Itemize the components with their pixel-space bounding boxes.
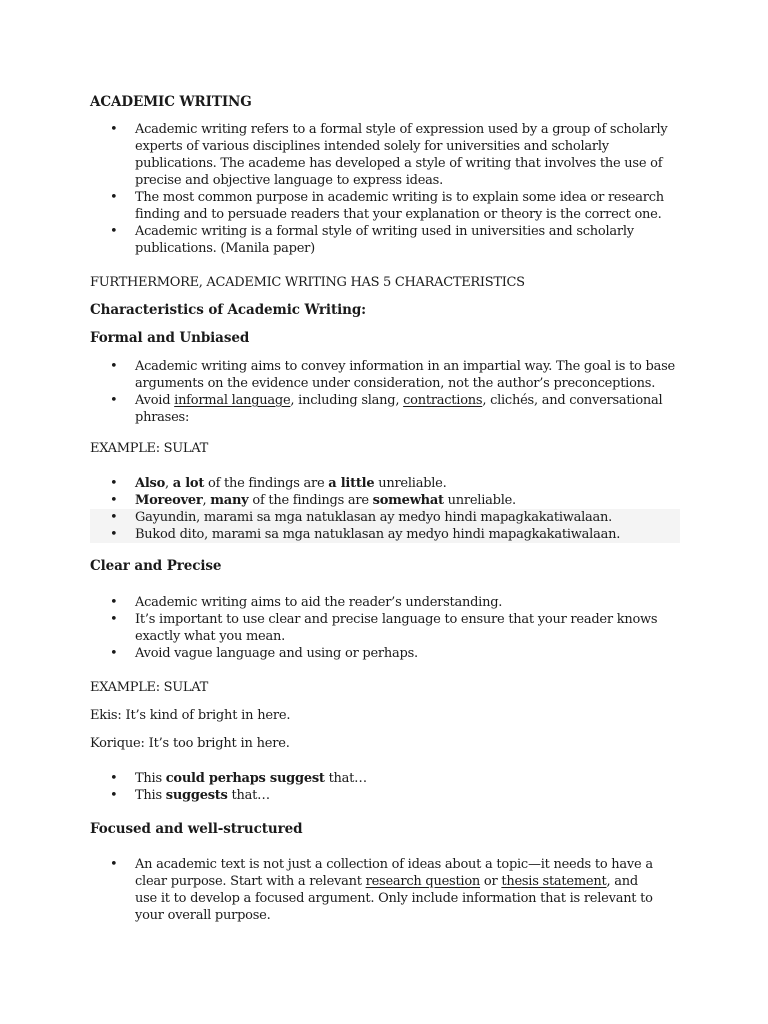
thesis-statement-link[interactable]: thesis statement bbox=[501, 874, 607, 889]
list-item-text: It’s important to use clear and precise language to ensure that your reader knows exactly what you mean. bbox=[135, 612, 658, 644]
list-item bbox=[90, 770, 690, 787]
korique-line: Korique: It’s too bright in here. bbox=[90, 736, 290, 751]
list-item bbox=[90, 856, 660, 924]
list-item-text: Academic writing refers to a formal style of expression used by a group of scholarly experts of various disciplines intended solely for universities and scholarly publications. The academe has developed a style of writing that involves the use of precise and objective language to express ideas. bbox=[135, 122, 668, 188]
formal-bullet-list bbox=[90, 358, 680, 426]
text-segment: that… bbox=[227, 788, 270, 803]
list-item bbox=[90, 645, 680, 662]
text-segment: Avoid bbox=[135, 393, 175, 408]
list-item bbox=[90, 475, 690, 492]
text-segment: of the findings are bbox=[204, 476, 329, 491]
list-item bbox=[90, 611, 680, 645]
list-item-text: Gayundin, marami sa mga natuklasan ay medyo hindi mapagkakatiwalaan. bbox=[135, 510, 613, 525]
research-question-link[interactable]: research question bbox=[365, 874, 481, 889]
bullet-icon: • bbox=[110, 527, 118, 542]
bullet-icon: • bbox=[110, 476, 118, 491]
example-label-clear: EXAMPLE: SULAT bbox=[90, 680, 209, 695]
bold-word: Also bbox=[135, 476, 166, 491]
list-item bbox=[90, 392, 680, 426]
list-item-text: Avoid vague language and using or perhaps. bbox=[135, 646, 418, 661]
furthermore-line: FURTHERMORE, ACADEMIC WRITING HAS 5 CHARACTERISTICS bbox=[90, 275, 525, 290]
bullet-icon: • bbox=[110, 224, 118, 239]
bullet-icon: • bbox=[110, 493, 118, 508]
list-item-text: The most common purpose in academic writing is to explain some idea or research finding and to persuade readers that your explanation or theory is the correct one. bbox=[135, 190, 664, 222]
bullet-icon: • bbox=[110, 393, 118, 408]
list-item bbox=[90, 121, 680, 189]
section-heading-focused: Focused and well-structured bbox=[90, 821, 303, 837]
list-item-text: Academic writing aims to convey information in an impartial way. The goal is to base arguments on the evidence under consideration, not the author’s preconceptions. bbox=[135, 359, 675, 391]
text-segment: , clichés, and conversational phrases: bbox=[135, 393, 663, 425]
list-item bbox=[90, 787, 690, 804]
intro-bullet-list bbox=[90, 121, 680, 257]
list-item-text: Academic writing aims to aid the reader’s understanding. bbox=[135, 595, 503, 610]
bullet-icon: • bbox=[110, 788, 118, 803]
list-item bbox=[90, 189, 680, 223]
list-item bbox=[90, 594, 680, 611]
bullet-icon: • bbox=[110, 595, 118, 610]
list-item bbox=[90, 492, 690, 509]
bullet-icon: • bbox=[110, 359, 118, 374]
list-item bbox=[90, 509, 680, 526]
clear-bullet-list bbox=[90, 594, 680, 662]
list-item-text: Bukod dito, marami sa mga natuklasan ay medyo hindi mapagkakatiwalaan. bbox=[135, 527, 621, 542]
section-heading-clear: Clear and Precise bbox=[90, 558, 222, 574]
text-segment: An academic text is not just a collection of ideas about a topic—it needs to have a clear purpose. Start with a relevant bbox=[135, 857, 653, 889]
list-item bbox=[90, 223, 680, 257]
text-segment: This bbox=[135, 771, 166, 786]
text-segment: or bbox=[480, 874, 502, 889]
bold-word: Moreover bbox=[135, 493, 203, 508]
bold-word: a lot bbox=[172, 476, 205, 491]
formal-example-list bbox=[90, 475, 690, 543]
bullet-icon: • bbox=[110, 122, 118, 137]
clear-example-list bbox=[90, 770, 690, 804]
text-segment: , bbox=[202, 493, 211, 508]
list-item bbox=[90, 358, 680, 392]
list-item-text: Academic writing is a formal style of writing used in universities and scholarly publications. (Manila paper) bbox=[135, 224, 634, 256]
text-segment: , and use it to develop a focused argument. Only include information that is relevant to your overall purpose. bbox=[135, 874, 653, 923]
bullet-icon: • bbox=[110, 190, 118, 205]
contractions-link[interactable]: contractions bbox=[403, 393, 483, 408]
bullet-icon: • bbox=[110, 857, 118, 872]
text-segment: that… bbox=[324, 771, 367, 786]
bold-word: suggests bbox=[165, 788, 228, 803]
text-segment: , bbox=[165, 476, 173, 491]
bullet-icon: • bbox=[110, 612, 118, 627]
text-segment: unreliable. bbox=[443, 493, 516, 508]
ekis-line: Ekis: It’s kind of bright in here. bbox=[90, 708, 291, 723]
bold-word: a little bbox=[328, 476, 375, 491]
bold-word: could perhaps suggest bbox=[165, 771, 325, 786]
section-heading-formal: Formal and Unbiased bbox=[90, 330, 250, 346]
characteristics-heading: Characteristics of Academic Writing: bbox=[90, 302, 367, 318]
text-segment: unreliable. bbox=[374, 476, 447, 491]
example-label-formal: EXAMPLE: SULAT bbox=[90, 441, 209, 456]
list-item bbox=[90, 526, 680, 543]
bullet-icon: • bbox=[110, 771, 118, 786]
informal-language-link[interactable]: informal language bbox=[174, 393, 291, 408]
document-title: ACADEMIC WRITING bbox=[90, 94, 252, 110]
bold-word: somewhat bbox=[372, 493, 444, 508]
bullet-icon: • bbox=[110, 510, 118, 525]
focused-bullet-list bbox=[90, 856, 660, 924]
text-segment: of the findings are bbox=[248, 493, 373, 508]
bold-word: many bbox=[210, 493, 249, 508]
bullet-icon: • bbox=[110, 646, 118, 661]
text-segment: , including slang, bbox=[290, 393, 404, 408]
text-segment: This bbox=[135, 788, 166, 803]
